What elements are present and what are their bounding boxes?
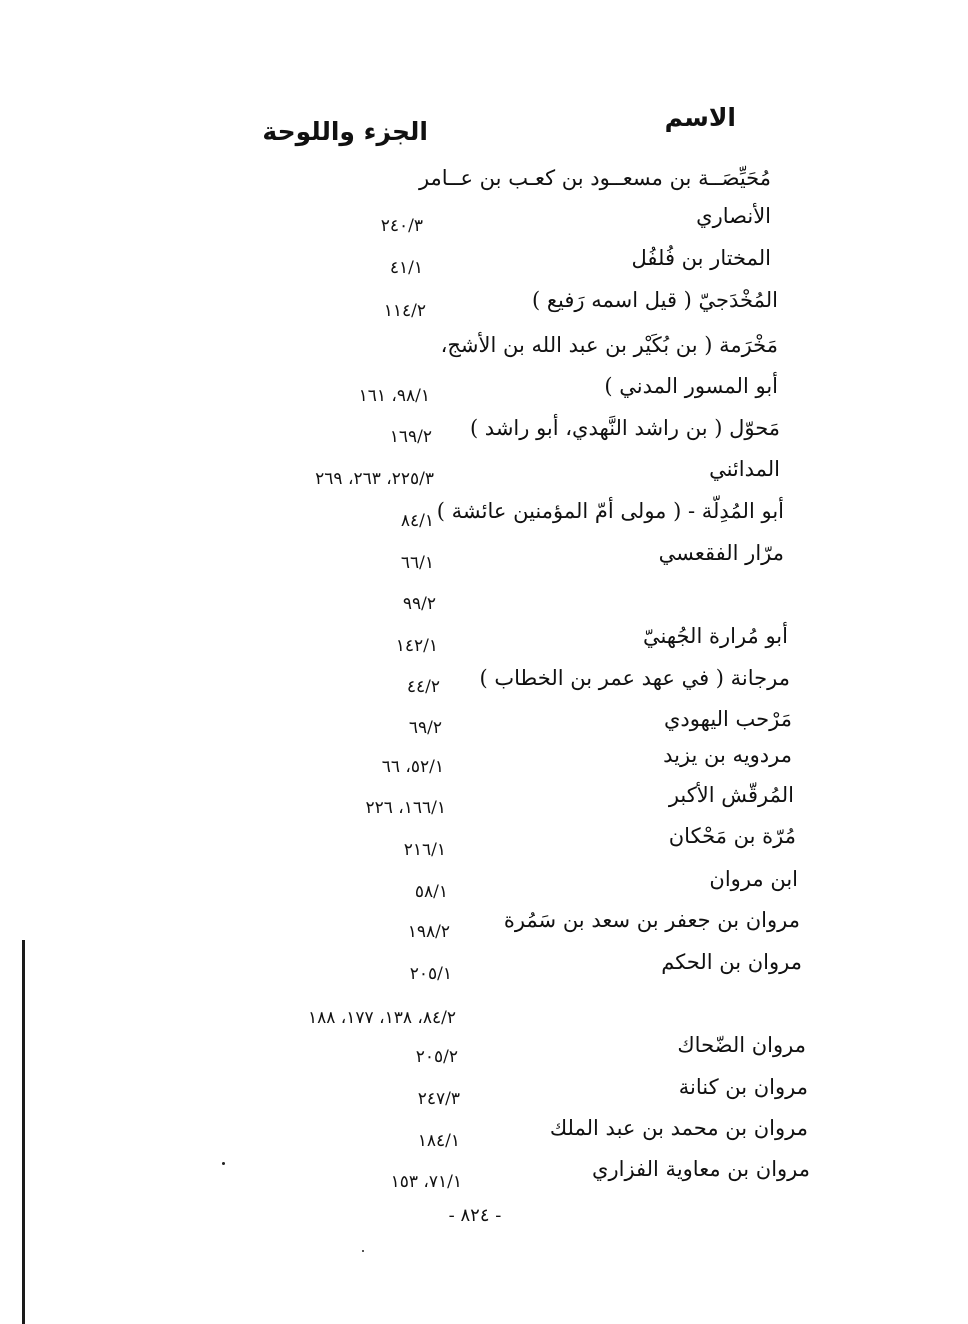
entry-name: المدائني [709, 457, 780, 481]
entry-name: مردويه بن يزيد [663, 743, 792, 767]
entry-name: ابن مروان [709, 867, 798, 891]
entry-name: مُرّة بن مَحْكان [668, 824, 796, 848]
entry-name: مروان بن محمد بن عبد الملك [549, 1116, 808, 1140]
entry-ref: ٢٠٥/١ [409, 964, 452, 984]
scan-speck [362, 1250, 364, 1252]
entry-ref: ٢٤٠/٣ [380, 216, 423, 236]
entry-name: المُرقّش الأكبر [668, 783, 794, 807]
entry-ref: ١١٤/٢ [383, 301, 426, 321]
entry-ref: ٩٨/١، ١٦١ [358, 386, 430, 406]
entry-ref: ٨٤/٢، ١٣٨، ١٧٧، ١٨٨ [307, 1008, 456, 1028]
entry-ref: ٤١/١ [389, 258, 423, 278]
entry-name: مروان بن كنانة [678, 1075, 808, 1099]
entry-name: مَخْرَمة ( بن بُكَيْر بن عبد الله بن الأشج، [440, 333, 778, 357]
column-header-volume-folio: الجزء واللوحة [262, 117, 428, 146]
entry-ref: ٩٩/٢ [402, 594, 436, 614]
entry-name: مرجانة ( في عهد عمر بن الخطاب ) [479, 666, 790, 690]
page-number: - ٨٢٤ - [448, 1205, 502, 1226]
scan-speck [222, 1162, 225, 1165]
entry-name: أبو مُرارة الجُهنيّ [642, 624, 788, 648]
column-header-name: الاسم [664, 103, 736, 132]
entry-ref: ٢١٦/١ [403, 840, 446, 860]
entry-ref: ١٨٤/١ [417, 1131, 460, 1151]
entry-name: مروان بن جعفر بن سعد بن سَمُرة [503, 908, 800, 932]
entry-ref: ٨٤/١ [400, 511, 434, 531]
entry-ref: ١٩٨/٢ [407, 922, 450, 942]
entry-name: المختار بن فُلفُل [631, 246, 771, 270]
entry-ref: ٦٦/١ [400, 553, 434, 573]
entry-ref: ٢٠٥/٢ [415, 1047, 458, 1067]
entry-name: الأنصاري [696, 204, 771, 228]
entry-name: مروان بن معاوية الفزاري [592, 1157, 810, 1181]
entry-ref: ١٦٩/٢ [389, 427, 432, 447]
entry-name: مروان بن الحكم [661, 950, 802, 974]
entry-name: مَحوّل ( بن راشد النَّهدي، أبو راشد ) [469, 416, 780, 440]
entry-name: أبو المسور المدني ) [604, 374, 778, 398]
entry-ref: ٤٤/٢ [406, 677, 440, 697]
entry-ref: ٦٩/٢ [408, 718, 442, 738]
scan-margin-edge [22, 940, 25, 1324]
entry-ref: ٥٢/١، ٦٦ [381, 757, 444, 777]
entry-ref: ٢٢٥/٣، ٢٦٣، ٢٦٩ [315, 469, 434, 489]
entry-name: مرّار الفقعسي [658, 541, 784, 565]
entry-ref: ١٤٢/١ [395, 636, 438, 656]
entry-ref: ٥٨/١ [414, 882, 448, 902]
entry-name: المُخْدَجيّ ( قيل اسمه رَفيع ) [531, 288, 778, 312]
entry-ref: ٢٤٧/٣ [417, 1089, 460, 1109]
entry-ref: ١٦٦/١، ٢٢٦ [365, 798, 446, 818]
entry-name: مَرْحب اليهودي [664, 707, 792, 731]
entry-name: مُحَيِّصَــة بن مسعــود بن كعـب بن عــامر [418, 166, 771, 190]
entry-ref: ٧١/١، ١٥٣ [390, 1172, 462, 1192]
entry-name: أبو المُدِلّة - ( مولى أمّ المؤمنين عائشة ) [436, 499, 784, 523]
entry-name: مروان الضّحاك [677, 1033, 806, 1057]
